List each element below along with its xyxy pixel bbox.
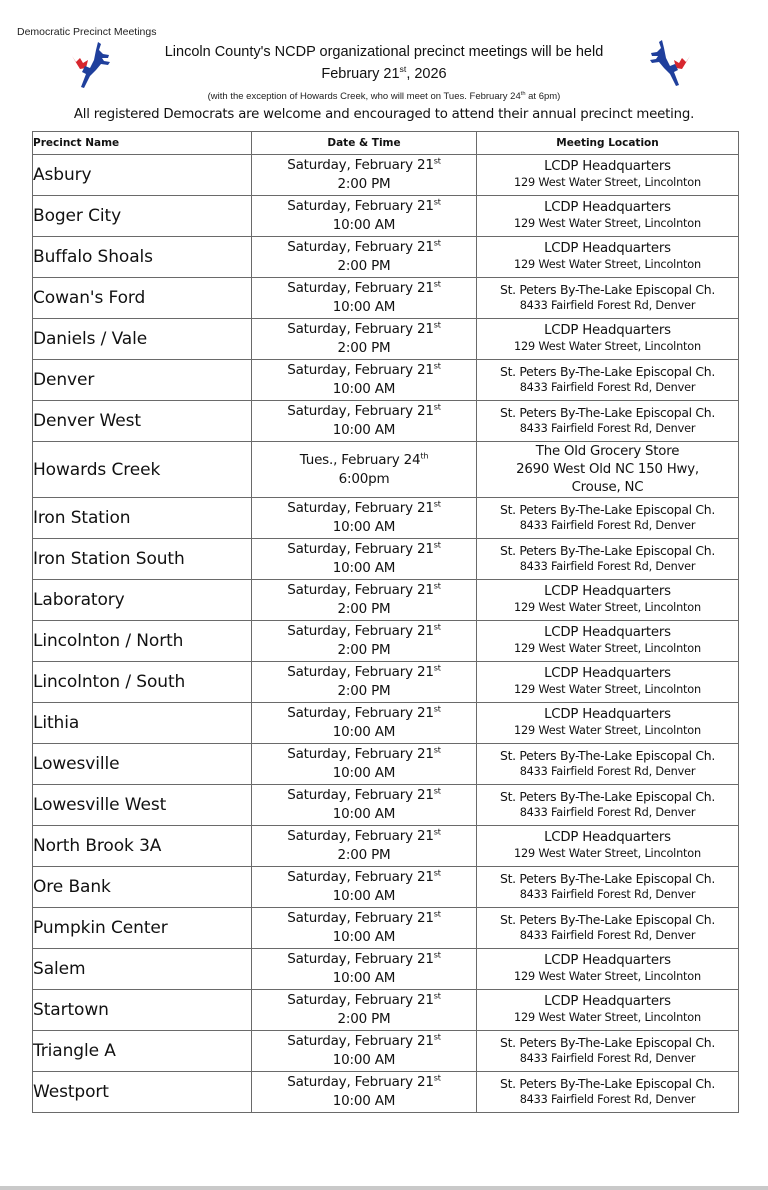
precinct-name: Laboratory <box>33 580 252 621</box>
meeting-date-time <box>252 360 477 401</box>
meeting-time: 10:00 AM <box>332 806 396 822</box>
location-address: 8433 Fairfield Forest Rd, Denver <box>519 806 696 819</box>
meeting-location <box>477 196 739 237</box>
table-row <box>33 908 739 949</box>
location-name: LCDP Headquarters <box>544 707 671 722</box>
location-name: The Old Grocery Store <box>535 443 680 459</box>
meeting-date-suffix: st <box>433 949 441 960</box>
location-address: 8433 Fairfield Forest Rd, Denver <box>519 888 696 901</box>
meeting-date-suffix: st <box>433 498 441 509</box>
meeting-date: Saturday, February 21 <box>287 362 434 378</box>
meeting-date-suffix: st <box>433 826 441 837</box>
location-name: LCDP Headquarters <box>544 200 671 215</box>
title-date-suffix: st <box>399 64 407 75</box>
location-name: St. Peters By-The-Lake Episcopal Ch. <box>500 789 715 804</box>
exception-note-suffix: th <box>520 90 526 97</box>
table-row <box>33 498 739 539</box>
table-row <box>33 785 739 826</box>
meeting-location <box>477 744 739 785</box>
meeting-date-suffix: st <box>433 539 441 550</box>
meeting-date-suffix: st <box>433 785 441 796</box>
table-row <box>33 621 739 662</box>
precinct-name: Denver West <box>33 401 252 442</box>
meeting-date-time <box>252 278 477 319</box>
table-row <box>33 1031 739 1072</box>
meeting-date: Saturday, February 21 <box>287 1074 434 1090</box>
location-name: LCDP Headquarters <box>544 994 671 1009</box>
meeting-date-time <box>252 703 477 744</box>
table-row <box>33 662 739 703</box>
meeting-date: Saturday, February 21 <box>287 910 434 926</box>
table-row <box>33 826 739 867</box>
meeting-date-time <box>252 580 477 621</box>
meeting-location <box>477 155 739 196</box>
precinct-name: Pumpkin Center <box>33 908 252 949</box>
meeting-location <box>477 1072 739 1113</box>
title-line-2 <box>0 66 768 82</box>
precinct-name: Lowesville <box>33 744 252 785</box>
meeting-date-suffix: st <box>433 580 441 591</box>
meeting-date: Saturday, February 21 <box>287 500 434 516</box>
meeting-date-time <box>252 990 477 1031</box>
location-address: 129 West Water Street, Lincolnton <box>514 970 701 983</box>
column-header-date-time: Date & Time <box>252 132 477 155</box>
location-address: 8433 Fairfield Forest Rd, Denver <box>519 765 696 778</box>
precinct-name: Ore Bank <box>33 867 252 908</box>
meeting-date-suffix: st <box>433 990 441 1001</box>
meeting-time: 2:00 PM <box>337 642 391 658</box>
meeting-time: 2:00 PM <box>337 601 391 617</box>
meeting-date-time <box>252 949 477 990</box>
meeting-time: 10:00 AM <box>332 519 396 535</box>
meeting-location <box>477 1031 739 1072</box>
location-address: 8433 Fairfield Forest Rd, Denver <box>519 1093 696 1106</box>
meeting-location <box>477 319 739 360</box>
table-row <box>33 442 739 498</box>
location-name: LCDP Headquarters <box>544 625 671 640</box>
meeting-date-time <box>252 785 477 826</box>
meeting-location <box>477 442 739 498</box>
meeting-time: 10:00 AM <box>332 1093 396 1109</box>
title-line-1: Lincoln County's NCDP organizational precinct meetings will be held <box>164 44 604 60</box>
meeting-time: 6:00pm <box>338 470 390 487</box>
precinct-name: Startown <box>33 990 252 1031</box>
meeting-date-suffix: st <box>433 1031 441 1042</box>
meeting-location <box>477 990 739 1031</box>
precinct-name: Lowesville West <box>33 785 252 826</box>
meeting-time: 2:00 PM <box>337 847 391 863</box>
meeting-date: Saturday, February 21 <box>287 623 434 639</box>
meeting-date-suffix: st <box>433 908 441 919</box>
location-address: 129 West Water Street, Lincolnton <box>514 1011 701 1024</box>
precinct-name: Salem <box>33 949 252 990</box>
location-name: St. Peters By-The-Lake Episcopal Ch. <box>500 282 715 297</box>
meeting-time: 10:00 AM <box>332 299 396 315</box>
page-bottom-divider <box>0 1186 768 1190</box>
meeting-location <box>477 826 739 867</box>
meeting-date-time <box>252 1072 477 1113</box>
meeting-location <box>477 401 739 442</box>
meeting-date-time <box>252 908 477 949</box>
location-address: 8433 Fairfield Forest Rd, Denver <box>519 560 696 573</box>
meeting-date: Tues., February 24 <box>299 451 421 468</box>
meeting-time: 10:00 AM <box>332 724 396 740</box>
location-address: 129 West Water Street, Lincolnton <box>514 258 701 271</box>
precinct-name: Triangle A <box>33 1031 252 1072</box>
location-address: 2690 West Old NC 150 Hwy, <box>516 461 699 477</box>
meeting-date: Saturday, February 21 <box>287 828 434 844</box>
meeting-time: 2:00 PM <box>337 683 391 699</box>
meeting-date-suffix: st <box>433 744 441 755</box>
meeting-date-time <box>252 1031 477 1072</box>
meeting-time: 10:00 AM <box>332 929 396 945</box>
meeting-location <box>477 662 739 703</box>
meeting-time: 10:00 AM <box>332 381 396 397</box>
meeting-date: Saturday, February 21 <box>287 951 434 967</box>
precinct-name: Denver <box>33 360 252 401</box>
precinct-name: Cowan's Ford <box>33 278 252 319</box>
location-name: St. Peters By-The-Lake Episcopal Ch. <box>500 748 715 763</box>
meeting-date: Saturday, February 21 <box>287 157 434 173</box>
meeting-date-time <box>252 237 477 278</box>
meeting-date-time <box>252 539 477 580</box>
meeting-location <box>477 621 739 662</box>
location-address: 8433 Fairfield Forest Rd, Denver <box>519 1052 696 1065</box>
location-name: LCDP Headquarters <box>544 830 671 845</box>
meeting-location <box>477 539 739 580</box>
precinct-name: Asbury <box>33 155 252 196</box>
location-name: St. Peters By-The-Lake Episcopal Ch. <box>500 502 715 517</box>
meeting-date-suffix: st <box>433 360 441 371</box>
location-address-line-2: Crouse, NC <box>571 479 644 495</box>
meeting-date: Saturday, February 21 <box>287 869 434 885</box>
location-address: 129 West Water Street, Lincolnton <box>514 601 701 614</box>
precinct-schedule-table <box>32 131 739 1113</box>
location-name: LCDP Headquarters <box>544 241 671 256</box>
meeting-time: 2:00 PM <box>337 258 391 274</box>
title-date: February 21 <box>321 66 400 82</box>
precinct-name: Lincolnton / South <box>33 662 252 703</box>
meeting-date: Saturday, February 21 <box>287 541 434 557</box>
meeting-location <box>477 580 739 621</box>
location-name: LCDP Headquarters <box>544 159 671 174</box>
meeting-date: Saturday, February 21 <box>287 787 434 803</box>
exception-note-start: (with the exception of Howards Creek, who will meet on Tues. February 24 <box>207 91 521 102</box>
location-name: St. Peters By-The-Lake Episcopal Ch. <box>500 405 715 420</box>
location-name: St. Peters By-The-Lake Episcopal Ch. <box>500 871 715 886</box>
meeting-date-time <box>252 196 477 237</box>
exception-note-end: at 6pm) <box>525 91 561 102</box>
column-header-location: Meeting Location <box>477 132 739 155</box>
meeting-date-time <box>252 442 477 498</box>
location-address: 8433 Fairfield Forest Rd, Denver <box>519 519 696 532</box>
location-name: LCDP Headquarters <box>544 323 671 338</box>
meeting-date-suffix: st <box>433 278 441 289</box>
location-address: 8433 Fairfield Forest Rd, Denver <box>519 422 696 435</box>
table-row <box>33 155 739 196</box>
location-name: St. Peters By-The-Lake Episcopal Ch. <box>500 543 715 558</box>
meeting-date-suffix: st <box>433 867 441 878</box>
meeting-date-suffix: st <box>433 1072 441 1083</box>
table-row <box>33 237 739 278</box>
table-row <box>33 401 739 442</box>
meeting-time: 10:00 AM <box>332 765 396 781</box>
meeting-location <box>477 867 739 908</box>
column-header-precinct: Precinct Name <box>33 132 252 155</box>
meeting-date-time <box>252 621 477 662</box>
meeting-time: 2:00 PM <box>337 340 391 356</box>
location-address: 129 West Water Street, Lincolnton <box>514 217 701 230</box>
location-address: 129 West Water Street, Lincolnton <box>514 642 701 655</box>
table-row <box>33 539 739 580</box>
document-top-label: Democratic Precinct Meetings <box>17 26 157 38</box>
meeting-date-suffix: st <box>433 319 441 330</box>
location-address: 8433 Fairfield Forest Rd, Denver <box>519 929 696 942</box>
location-name: LCDP Headquarters <box>544 584 671 599</box>
meeting-date: Saturday, February 21 <box>287 1033 434 1049</box>
meeting-date: Saturday, February 21 <box>287 403 434 419</box>
meeting-date: Saturday, February 21 <box>287 582 434 598</box>
table-row <box>33 196 739 237</box>
meeting-time: 10:00 AM <box>332 970 396 986</box>
location-name: St. Peters By-The-Lake Episcopal Ch. <box>500 1076 715 1091</box>
precinct-name: Iron Station <box>33 498 252 539</box>
meeting-date-suffix: st <box>433 621 441 632</box>
meeting-location <box>477 278 739 319</box>
meeting-date-suffix: st <box>433 703 441 714</box>
meeting-time: 10:00 AM <box>332 1052 396 1068</box>
location-name: LCDP Headquarters <box>544 666 671 681</box>
meeting-date: Saturday, February 21 <box>287 239 434 255</box>
meeting-location <box>477 949 739 990</box>
meeting-date-time <box>252 744 477 785</box>
location-name: St. Peters By-The-Lake Episcopal Ch. <box>500 912 715 927</box>
meeting-date: Saturday, February 21 <box>287 198 434 214</box>
meeting-location <box>477 703 739 744</box>
table-row <box>33 1072 739 1113</box>
meeting-date-suffix: st <box>433 237 441 248</box>
meeting-time: 10:00 AM <box>332 217 396 233</box>
location-name: St. Peters By-The-Lake Episcopal Ch. <box>500 1035 715 1050</box>
intro-text: All registered Democrats are welcome and encouraged to attend their annual precinct meeting. <box>73 107 695 122</box>
meeting-date-suffix: st <box>433 196 441 207</box>
precinct-name: North Brook 3A <box>33 826 252 867</box>
precinct-name: Daniels / Vale <box>33 319 252 360</box>
meeting-location <box>477 785 739 826</box>
meeting-date: Saturday, February 21 <box>287 321 434 337</box>
meeting-location <box>477 237 739 278</box>
location-address: 129 West Water Street, Lincolnton <box>514 724 701 737</box>
meeting-location <box>477 908 739 949</box>
title-year: , 2026 <box>406 66 447 82</box>
meeting-time: 10:00 AM <box>332 422 396 438</box>
table-row <box>33 278 739 319</box>
precinct-name: Westport <box>33 1072 252 1113</box>
table-row <box>33 319 739 360</box>
meeting-date: Saturday, February 21 <box>287 992 434 1008</box>
meeting-date: Saturday, February 21 <box>287 746 434 762</box>
meeting-date-time <box>252 155 477 196</box>
table-row <box>33 990 739 1031</box>
meeting-time: 10:00 AM <box>332 560 396 576</box>
meeting-time: 10:00 AM <box>332 888 396 904</box>
precinct-name: Iron Station South <box>33 539 252 580</box>
table-header-row <box>33 132 739 155</box>
precinct-name: Lithia <box>33 703 252 744</box>
meeting-date-suffix: th <box>420 450 429 460</box>
meeting-time: 2:00 PM <box>337 1011 391 1027</box>
meeting-date: Saturday, February 21 <box>287 664 434 680</box>
location-address: 8433 Fairfield Forest Rd, Denver <box>519 381 696 394</box>
location-address: 129 West Water Street, Lincolnton <box>514 683 701 696</box>
meeting-date-suffix: st <box>433 155 441 166</box>
meeting-date-time <box>252 498 477 539</box>
meeting-date-time <box>252 319 477 360</box>
table-row <box>33 703 739 744</box>
table-row <box>33 867 739 908</box>
table-row <box>33 744 739 785</box>
table-row <box>33 360 739 401</box>
location-name: St. Peters By-The-Lake Episcopal Ch. <box>500 364 715 379</box>
exception-note <box>0 91 768 102</box>
meeting-date-suffix: st <box>433 401 441 412</box>
meeting-location <box>477 498 739 539</box>
meeting-date-time <box>252 867 477 908</box>
precinct-name: Buffalo Shoals <box>33 237 252 278</box>
location-address: 129 West Water Street, Lincolnton <box>514 340 701 353</box>
precinct-name: Lincolnton / North <box>33 621 252 662</box>
location-name: LCDP Headquarters <box>544 953 671 968</box>
meeting-date-time <box>252 401 477 442</box>
meeting-location <box>477 360 739 401</box>
table-row <box>33 949 739 990</box>
meeting-date: Saturday, February 21 <box>287 705 434 721</box>
location-address: 8433 Fairfield Forest Rd, Denver <box>519 299 696 312</box>
precinct-name: Howards Creek <box>33 442 252 498</box>
meeting-time: 2:00 PM <box>337 176 391 192</box>
meeting-date-suffix: st <box>433 662 441 673</box>
location-address: 129 West Water Street, Lincolnton <box>514 847 701 860</box>
meeting-date-time <box>252 662 477 703</box>
meeting-date: Saturday, February 21 <box>287 280 434 296</box>
precinct-name: Boger City <box>33 196 252 237</box>
location-address: 129 West Water Street, Lincolnton <box>514 176 701 189</box>
meeting-date-time <box>252 826 477 867</box>
table-row <box>33 580 739 621</box>
